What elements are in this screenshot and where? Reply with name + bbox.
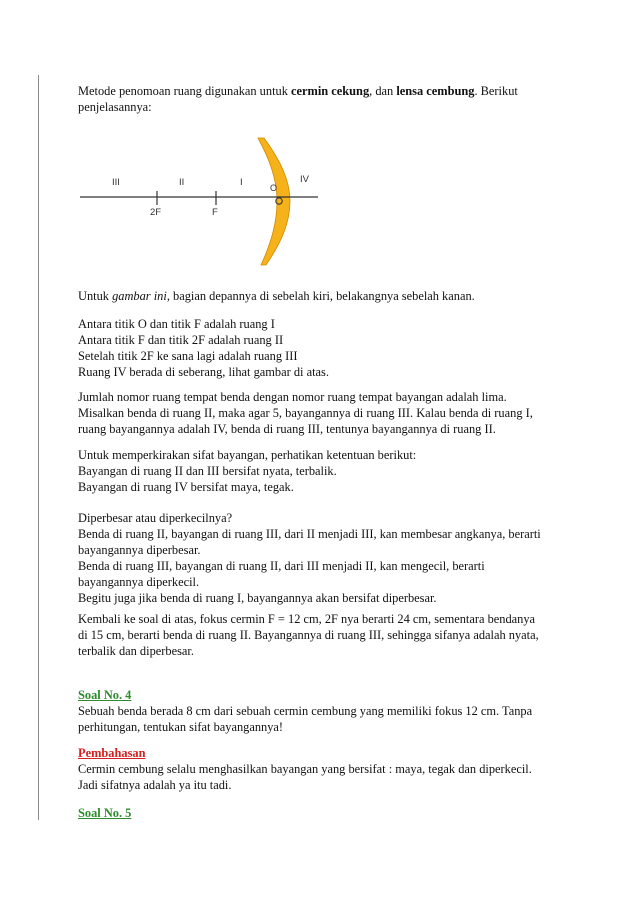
lens-shape bbox=[258, 138, 290, 265]
soal-4-heading: Soal No. 4 bbox=[78, 688, 132, 702]
margin-rule bbox=[38, 75, 39, 820]
image-nature-line: Bayangan di ruang II dan III bersifat nyata, terbalik. bbox=[78, 464, 337, 478]
magnification-line: bayangannya diperkecil. bbox=[78, 575, 200, 589]
point-label-f: F bbox=[212, 207, 218, 218]
sum-rule-line: Misalkan benda di ruang II, maka agar 5, bayangannya di ruang III. Kalau benda di ruang I, bbox=[78, 406, 533, 420]
soal-4-line: perhitungan, tentukan sifat bayangannya! bbox=[78, 720, 284, 734]
intro-line-1 bbox=[78, 83, 583, 99]
intro-paragraph bbox=[78, 83, 583, 115]
magnification-line: Diperbesar atau diperkecilnya? bbox=[78, 511, 233, 525]
room-label-iv: IV bbox=[300, 174, 309, 185]
paragraph-rooms bbox=[78, 316, 583, 380]
rooms-line: Ruang IV berada di seberang, lihat gambar di atas. bbox=[78, 365, 329, 379]
magnification-line: Benda di ruang II, bayangan di ruang III, dari II menjadi III, kan membesar angkanya, berarti bbox=[78, 527, 541, 541]
rooms-line: Setelah titik 2F ke sana lagi adalah ruang III bbox=[78, 349, 298, 363]
point-label-o: O bbox=[270, 183, 278, 193]
orientation-italic: gambar ini bbox=[112, 289, 167, 303]
intro-text: Metode penomoan ruang digunakan untuk bbox=[78, 84, 292, 98]
soal-4-section bbox=[78, 687, 583, 735]
orientation-text-pre: Untuk bbox=[78, 289, 113, 303]
image-nature-line: Bayangan di ruang IV bersifat maya, tegak. bbox=[78, 480, 294, 494]
pembahasan-line: Jadi sifatnya adalah ya itu tadi. bbox=[78, 778, 232, 792]
magnification-line: bayangannya diperbesar. bbox=[78, 543, 201, 557]
paragraph-image-nature bbox=[78, 447, 583, 495]
room-label-i: I bbox=[240, 177, 243, 188]
lens-diagram bbox=[78, 135, 328, 270]
pembahasan-heading: Pembahasan bbox=[78, 746, 146, 760]
soal-4-line: Sebuah benda berada 8 cm dari sebuah cermin cembung yang memiliki fokus 12 cm. Tanpa bbox=[78, 704, 533, 718]
magnification-line: Begitu juga jika benda di ruang I, bayangannya akan bersifat diperbesar. bbox=[78, 591, 437, 605]
image-nature-line: Untuk memperkirakan sifat bayangan, perhatikan ketentuan berikut: bbox=[78, 448, 417, 462]
paragraph-sum-rule bbox=[78, 389, 583, 437]
pembahasan-line: Cermin cembung selalu menghasilkan bayangan yang bersifat : maya, tegak dan diperkecil. bbox=[78, 762, 532, 776]
soal-5-heading: Soal No. 5 bbox=[78, 806, 132, 820]
room-label-ii: II bbox=[179, 177, 185, 188]
room-label-iii: III bbox=[112, 177, 120, 188]
intro-bold-lensa: lensa cembung bbox=[396, 84, 475, 98]
orientation-text-post: , bagian depannya di sebelah kiri, belakangnya sebelah kanan. bbox=[166, 289, 475, 303]
pembahasan-section bbox=[78, 745, 583, 793]
back-to-problem-line: di 15 cm, berarti benda di ruang II. Bayangannya di ruang III, sehingga sifanya adalah nyata, bbox=[78, 628, 539, 642]
intro-text-mid: , dan bbox=[369, 84, 397, 98]
paragraph-orientation bbox=[78, 288, 583, 304]
rooms-line: Antara titik F dan titik 2F adalah ruang II bbox=[78, 333, 284, 347]
intro-text-post: . Berikut bbox=[474, 84, 518, 98]
point-label-2f: 2F bbox=[150, 207, 162, 218]
paragraph-back-to-problem bbox=[78, 611, 583, 659]
lens-diagram-svg bbox=[78, 135, 328, 270]
paragraph-magnification bbox=[78, 510, 583, 606]
magnification-line: Benda di ruang III, bayangan di ruang II, dari III menjadi II, kan mengecil, berarti bbox=[78, 559, 485, 573]
sum-rule-line: Jumlah nomor ruang tempat benda dengan nomor ruang tempat bayangan adalah lima. bbox=[78, 390, 507, 404]
rooms-line: Antara titik O dan titik F adalah ruang I bbox=[78, 317, 275, 331]
intro-bold-cermin: cermin cekung bbox=[291, 84, 370, 98]
back-to-problem-line: Kembali ke soal di atas, fokus cermin F = 12 cm, 2F nya berarti 24 cm, sementara bendanya bbox=[78, 612, 536, 626]
soal-5-section bbox=[78, 805, 583, 821]
orientation-line bbox=[78, 288, 583, 304]
sum-rule-line: ruang bayangannya adalah IV, benda di ruang III, tentunya bayangannya di ruang II. bbox=[78, 422, 496, 436]
intro-line-2: penjelasannya: bbox=[78, 100, 152, 114]
back-to-problem-line: terbalik dan diperbesar. bbox=[78, 644, 194, 658]
